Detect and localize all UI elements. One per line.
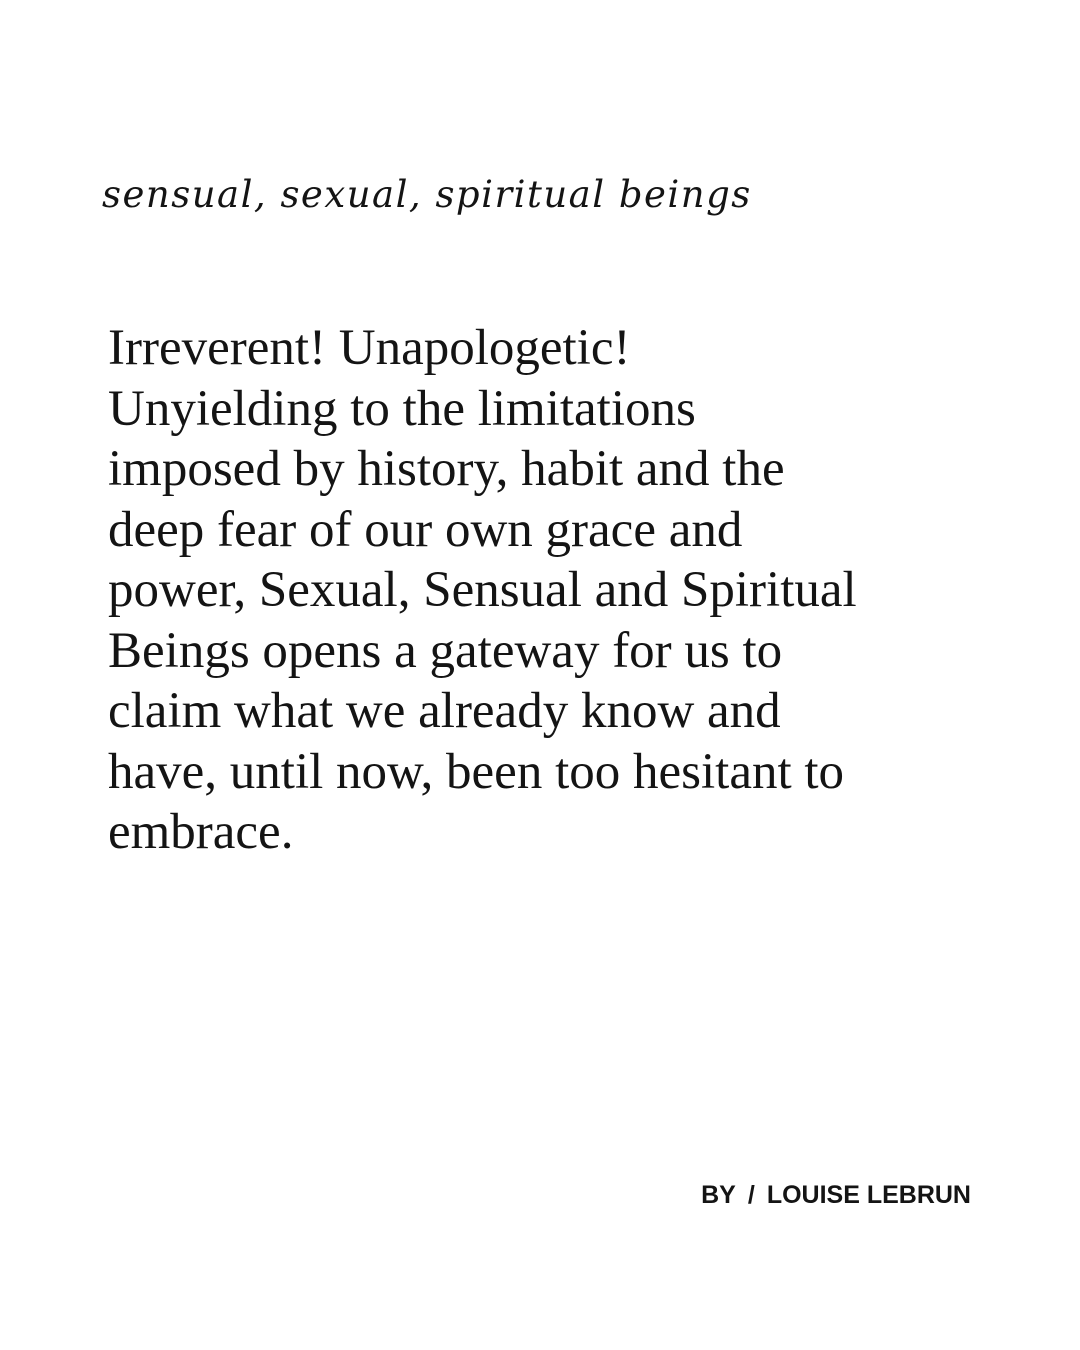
- byline-separator: /: [747, 1181, 755, 1209]
- quote-text: [108, 318, 1008, 863]
- byline-prefix: BY: [701, 1181, 736, 1209]
- quote-line: deep fear of our own grace and: [108, 501, 743, 558]
- quote-line: Unyielding to the limitations: [108, 380, 696, 437]
- quote-line: Irreverent! Unapologetic!: [108, 320, 631, 376]
- quote-line: imposed by history, habit and the: [108, 441, 785, 497]
- quote-line: claim what we already know and: [108, 683, 781, 739]
- author-name: LOUISE LEBRUN: [766, 1181, 971, 1209]
- quote-line: have, until now, been too hesitant to: [108, 743, 845, 800]
- quote-line: Beings opens a gateway for us to: [108, 622, 783, 679]
- quote-line: power, Sexual, Sensual and Spiritual: [108, 562, 857, 618]
- author-byline: [701, 1183, 971, 1208]
- quote-line: embrace.: [108, 804, 294, 860]
- script-title: sensual, sexual, spiritual beings: [102, 173, 752, 216]
